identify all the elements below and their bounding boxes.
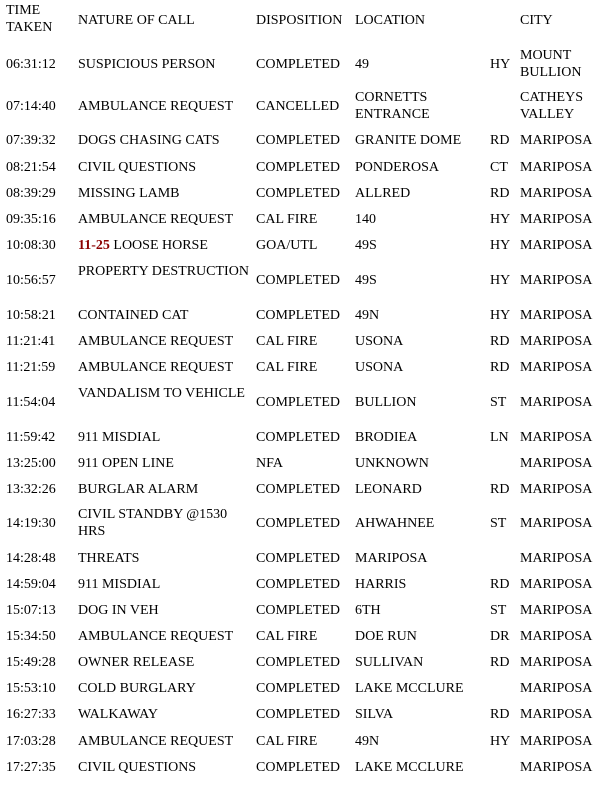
cell-location: HARRIS: [355, 576, 407, 592]
cell-time: 08:21:54: [6, 159, 56, 175]
cell-street-suffix: HY: [490, 733, 511, 749]
table-row: [0, 159, 614, 176]
table-row: [0, 602, 614, 619]
table-row: [0, 47, 614, 81]
cell-street-suffix: RD: [490, 706, 510, 722]
cell-disposition: COMPLETED: [256, 56, 340, 72]
table-row: [0, 89, 614, 123]
cell-time: 09:35:16: [6, 211, 56, 227]
cell-location: GRANITE DOME: [355, 132, 462, 148]
cell-disposition: COMPLETED: [256, 515, 340, 531]
cell-location: PONDEROSA: [355, 159, 440, 175]
cell-disposition: CAL FIRE: [256, 211, 318, 227]
cell-street-suffix: RD: [490, 185, 510, 201]
cell-disposition: COMPLETED: [256, 706, 340, 722]
cell-location: CORNETTS ENTRANCE: [355, 90, 430, 122]
cell-nature: AMBULANCE REQUEST: [78, 98, 234, 114]
cell-street-suffix: HY: [490, 56, 511, 72]
cell-nature: COLD BURGLARY: [78, 680, 196, 696]
cell-street-suffix: RD: [490, 359, 510, 375]
cell-disposition: COMPLETED: [256, 429, 340, 445]
cell-disposition: COMPLETED: [256, 394, 340, 410]
cell-location: SILVA: [355, 706, 394, 722]
table-row: [0, 576, 614, 593]
cell-time: 17:27:35: [6, 759, 56, 775]
cell-city: MARIPOSA: [520, 515, 593, 531]
cell-nature: AMBULANCE REQUEST: [78, 333, 234, 349]
cell-disposition: COMPLETED: [256, 759, 340, 775]
cell-city: MARIPOSA: [520, 481, 593, 497]
cell-time: 06:31:12: [6, 56, 56, 72]
cell-disposition: COMPLETED: [256, 132, 340, 148]
header-time-taken: TIME TAKEN: [6, 3, 53, 35]
cell-street-suffix: RD: [490, 333, 510, 349]
cell-location: LEONARD: [355, 481, 422, 497]
cell-time: 16:27:33: [6, 706, 56, 722]
cell-location: BRODIEA: [355, 429, 418, 445]
cell-city: MARIPOSA: [520, 333, 593, 349]
cell-location: ALLRED: [355, 185, 411, 201]
table-row: [0, 706, 614, 723]
header-location: LOCATION: [355, 13, 425, 28]
cell-time: 14:59:04: [6, 576, 56, 592]
cell-nature: SUSPICIOUS PERSON: [78, 56, 216, 72]
header-disposition: DISPOSITION: [256, 13, 343, 28]
cell-disposition: GOA/UTL: [256, 237, 318, 253]
cell-nature: DOGS CHASING CATS: [78, 132, 220, 148]
cell-street-suffix: RD: [490, 576, 510, 592]
cell-location: DOE RUN: [355, 628, 417, 644]
cell-nature: 911 MISDIAL: [78, 429, 161, 445]
table-row: [0, 237, 614, 254]
cell-street-suffix: ST: [490, 602, 507, 618]
cell-location: USONA: [355, 333, 404, 349]
cell-location: 49S: [355, 272, 377, 288]
cell-city: MARIPOSA: [520, 733, 593, 749]
cell-street-suffix: RD: [490, 132, 510, 148]
cell-street-suffix: CT: [490, 159, 508, 175]
table-row: [0, 455, 614, 472]
cell-time: 10:56:57: [6, 272, 56, 288]
cell-time: 15:34:50: [6, 628, 56, 644]
cell-city: MARIPOSA: [520, 759, 593, 775]
cell-time: 14:28:48: [6, 550, 56, 566]
cell-time: 10:08:30: [6, 237, 56, 253]
cell-time: 11:59:42: [6, 429, 56, 445]
cell-time: 07:14:40: [6, 98, 56, 114]
cell-location: SULLIVAN: [355, 654, 424, 670]
cell-nature: THREATS: [78, 550, 140, 566]
cell-time: 15:07:13: [6, 602, 56, 618]
cell-disposition: COMPLETED: [256, 602, 340, 618]
cell-nature: MISSING LAMB: [78, 185, 180, 201]
table-row: [0, 429, 614, 446]
cell-location: 49: [355, 56, 369, 72]
cell-nature: CIVIL STANDBY @1530 HRS: [78, 507, 228, 539]
cell-nature: BURGLAR ALARM: [78, 481, 199, 497]
cell-street-suffix: HY: [490, 237, 511, 253]
cell-location: 49N: [355, 307, 380, 323]
cell-city: MOUNT BULLION: [520, 48, 582, 80]
cell-location: BULLION: [355, 394, 417, 410]
cell-location: MARIPOSA: [355, 550, 428, 566]
cell-city: MARIPOSA: [520, 706, 593, 722]
table-row: [0, 550, 614, 567]
table-row: [0, 385, 614, 419]
cell-street-suffix: RD: [490, 654, 510, 670]
cell-disposition: NFA: [256, 455, 283, 471]
cell-city: MARIPOSA: [520, 394, 593, 410]
table-row: [0, 263, 614, 297]
cell-street-suffix: ST: [490, 394, 507, 410]
cell-location: AHWAHNEE: [355, 515, 435, 531]
cell-city: MARIPOSA: [520, 429, 593, 445]
cell-city: MARIPOSA: [520, 576, 593, 592]
cell-city: MARIPOSA: [520, 272, 593, 288]
cell-nature: 911 MISDIAL: [78, 576, 161, 592]
cell-nature: OWNER RELEASE: [78, 654, 195, 670]
cell-city: MARIPOSA: [520, 602, 593, 618]
table-row: [0, 759, 614, 776]
cell-nature: 911 OPEN LINE: [78, 455, 174, 471]
header-city: CITY: [520, 13, 553, 28]
cell-time: 15:53:10: [6, 680, 56, 696]
cell-disposition: CAL FIRE: [256, 333, 318, 349]
cell-nature: AMBULANCE REQUEST: [78, 359, 234, 375]
header-nature-of-call: NATURE OF CALL: [78, 13, 195, 28]
cell-city: MARIPOSA: [520, 680, 593, 696]
cell-time: 08:39:29: [6, 185, 56, 201]
table-row: [0, 185, 614, 202]
cell-nature: CIVIL QUESTIONS: [78, 759, 197, 775]
cell-disposition: COMPLETED: [256, 307, 340, 323]
cell-disposition: CANCELLED: [256, 98, 340, 114]
cell-time: 11:54:04: [6, 394, 56, 410]
cell-street-suffix: DR: [490, 628, 510, 644]
cell-location: 49N: [355, 733, 380, 749]
cell-nature: WALKAWAY: [78, 706, 159, 722]
table-row: [0, 307, 614, 324]
cell-nature: AMBULANCE REQUEST: [78, 733, 234, 749]
cell-street-suffix: HY: [490, 307, 511, 323]
cell-location: USONA: [355, 359, 404, 375]
cell-city: MARIPOSA: [520, 628, 593, 644]
cell-time: 11:21:59: [6, 359, 56, 375]
cell-nature: VANDALISM TO VEHICLE: [78, 386, 245, 401]
table-row: [0, 211, 614, 228]
cell-time: 13:25:00: [6, 455, 56, 471]
cell-time: 14:19:30: [6, 515, 56, 531]
table-row: [0, 628, 614, 645]
table-row: [0, 132, 614, 149]
table-row: [0, 654, 614, 671]
cell-street-suffix: ST: [490, 515, 507, 531]
nature-text: LOOSE HORSE: [113, 237, 208, 253]
cell-time: 15:49:28: [6, 654, 56, 670]
cell-city: MARIPOSA: [520, 654, 593, 670]
cell-street-suffix: LN: [490, 429, 509, 445]
cell-nature: PROPERTY DESTRUCTION: [78, 264, 249, 279]
cell-location: LAKE MCCLURE: [355, 759, 464, 775]
cell-disposition: CAL FIRE: [256, 628, 318, 644]
cell-nature: AMBULANCE REQUEST: [78, 628, 234, 644]
cell-city: CATHEYS VALLEY: [520, 90, 584, 122]
cell-time: 10:58:21: [6, 307, 56, 323]
cell-disposition: COMPLETED: [256, 576, 340, 592]
table-row: [0, 506, 614, 540]
table-row: [0, 680, 614, 697]
cell-disposition: CAL FIRE: [256, 733, 318, 749]
table-row: [0, 733, 614, 750]
cell-disposition: COMPLETED: [256, 654, 340, 670]
cell-city: MARIPOSA: [520, 159, 593, 175]
cell-nature: AMBULANCE REQUEST: [78, 211, 234, 227]
cell-city: MARIPOSA: [520, 307, 593, 323]
table-row: [0, 481, 614, 498]
cell-street-suffix: HY: [490, 211, 511, 227]
cell-street-suffix: HY: [490, 272, 511, 288]
cell-street-suffix: RD: [490, 481, 510, 497]
cell-city: MARIPOSA: [520, 132, 593, 148]
cell-disposition: COMPLETED: [256, 185, 340, 201]
cell-nature: CIVIL QUESTIONS: [78, 159, 197, 175]
cell-time: 07:39:32: [6, 132, 56, 148]
cell-location: LAKE MCCLURE: [355, 680, 464, 696]
cell-nature: [78, 237, 254, 254]
cell-disposition: COMPLETED: [256, 680, 340, 696]
cell-nature: DOG IN VEH: [78, 602, 159, 618]
cell-time: 11:21:41: [6, 333, 56, 349]
cell-disposition: COMPLETED: [256, 159, 340, 175]
cell-city: MARIPOSA: [520, 185, 593, 201]
cell-disposition: COMPLETED: [256, 272, 340, 288]
cell-location: UNKNOWN: [355, 455, 429, 471]
cell-disposition: CAL FIRE: [256, 359, 318, 375]
cell-location: 49S: [355, 237, 377, 253]
cell-time: 13:32:26: [6, 481, 56, 497]
cell-location: 6TH: [355, 602, 381, 618]
cell-city: MARIPOSA: [520, 359, 593, 375]
cell-location: 140: [355, 211, 376, 227]
call-code: 11-25: [78, 237, 110, 253]
cell-city: MARIPOSA: [520, 237, 593, 253]
cell-city: MARIPOSA: [520, 550, 593, 566]
cell-nature: CONTAINED CAT: [78, 307, 189, 323]
cell-disposition: COMPLETED: [256, 481, 340, 497]
cell-city: MARIPOSA: [520, 211, 593, 227]
cell-city: MARIPOSA: [520, 455, 593, 471]
table-row: [0, 333, 614, 350]
table-row: [0, 359, 614, 376]
cell-time: 17:03:28: [6, 733, 56, 749]
cell-disposition: COMPLETED: [256, 550, 340, 566]
